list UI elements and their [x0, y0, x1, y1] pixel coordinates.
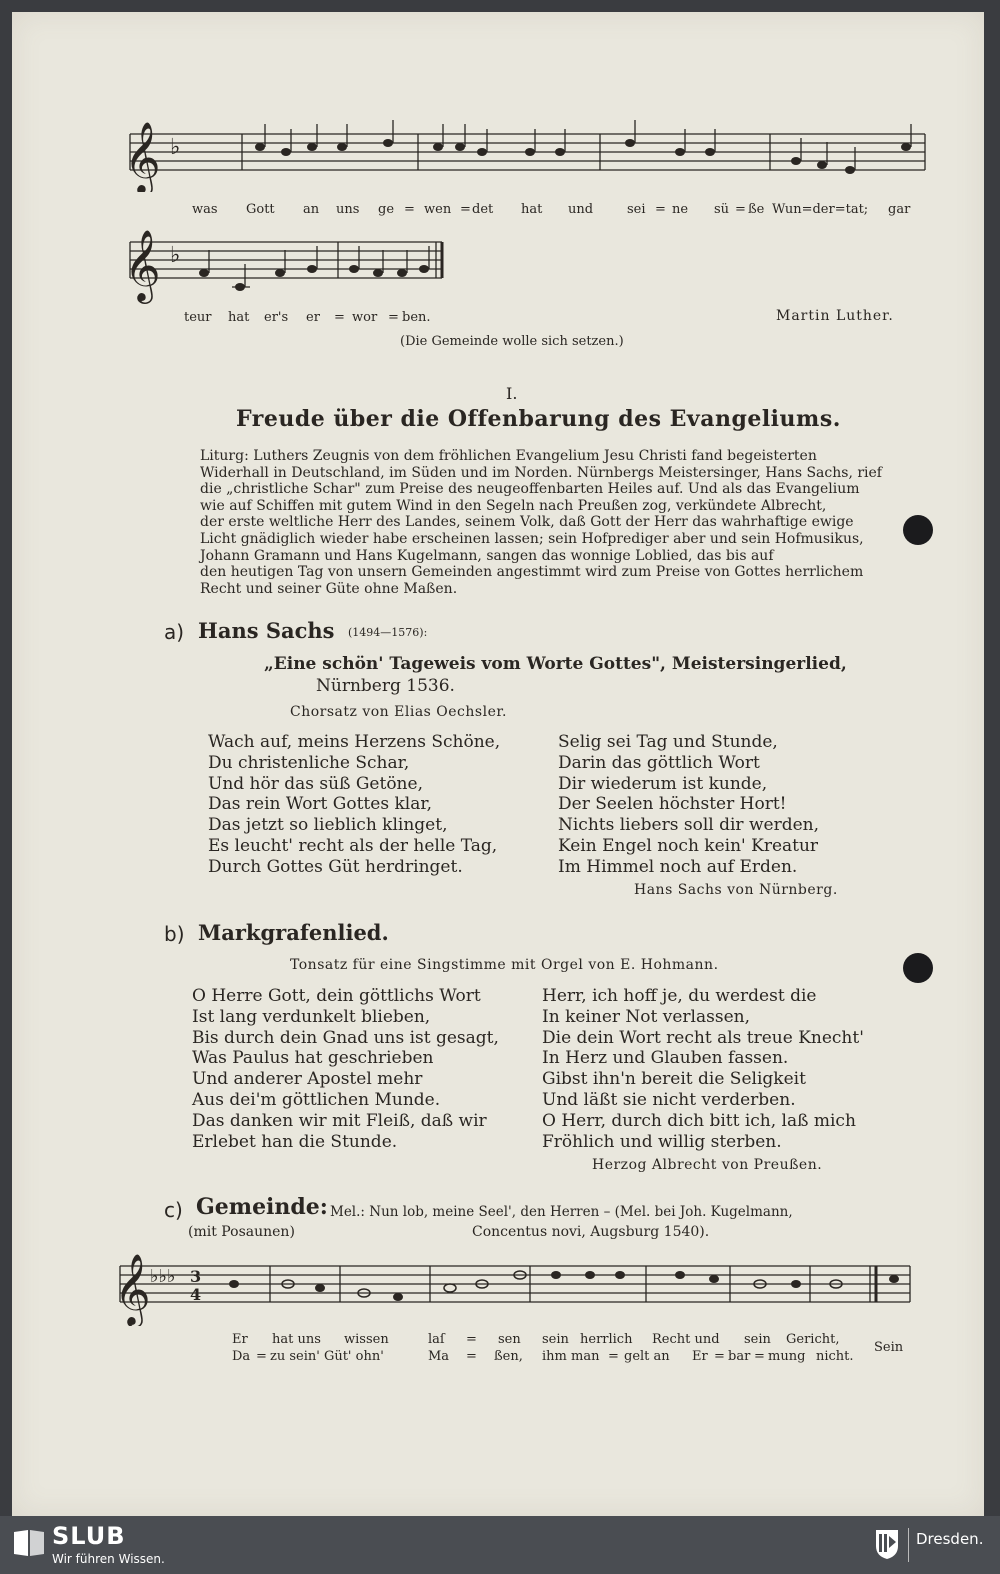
lyric-syllable: = [466, 1332, 477, 1347]
liturgy-line: wie auf Schiffen mit gutem Wind in den Segeln nach Preußen zog, verkündete Albrecht, [200, 497, 827, 514]
verse-line: Fröhlich und willig sterben. [542, 1131, 782, 1152]
lyric-syllable: = [754, 1349, 765, 1364]
section-title: Freude über die Offenbarung des Evangeliums. [236, 406, 841, 432]
svg-text:𝄞: 𝄞 [124, 120, 161, 192]
lyric-syllable: = [735, 202, 746, 217]
lyric-syllable: sei [627, 202, 646, 217]
lyric-syllable: laſ [428, 1332, 445, 1347]
part-b-arrangement: Tonsatz für eine Singstimme mit Orgel von E. Hohmann. [290, 957, 719, 973]
verse-line: Durch Gottes Güt herdringet. [208, 856, 463, 877]
verse-line: Das jetzt so lieblich klinget, [208, 815, 448, 836]
lyric-syllable: Gericht, [786, 1332, 840, 1347]
verse-line: Herr, ich hoff je, du werdest die [542, 986, 817, 1006]
verse-line: In keiner Not verlassen, [542, 1006, 750, 1027]
lyric-syllable: gelt an [624, 1349, 670, 1364]
lyric-syllable: hat [228, 310, 250, 325]
lyric-syllable: = [714, 1349, 725, 1364]
lyric-syllable: ben. [402, 310, 431, 325]
library-footer [0, 1516, 1000, 1574]
lyric-syllable: nicht. [816, 1349, 854, 1364]
lyric-syllable: ge [378, 202, 395, 217]
verse-line: Bis durch dein Gnad uns ist gesagt, [192, 1027, 499, 1048]
document-page [12, 12, 984, 1516]
verse-line: Die dein Wort recht als treue Knecht' [542, 1027, 864, 1048]
lyric-syllable: Recht und [652, 1332, 720, 1347]
liturgy-line: die „christliche Schar" zum Preise des neugeoffenbarten Heiles auf. Und als das Evangelium [200, 481, 860, 498]
footer-tagline: Wir führen Wissen. [52, 1552, 165, 1566]
liturgy-line: Recht und seiner Güte ohne Maßen. [200, 580, 458, 597]
song-place: Nürnberg 1536. [316, 676, 455, 696]
verse-line: O Herre Gott, dein göttlichs Wort [192, 986, 481, 1006]
part-b-attribution: Herzog Albrecht von Preußen. [592, 1157, 823, 1173]
svg-text:3: 3 [190, 1267, 202, 1286]
lyric-syllable: Er [692, 1349, 708, 1364]
song-title: „Eine schön' Tageweis vom Worte Gottes", Meistersingerlied, [264, 654, 847, 674]
svg-text:♭: ♭ [170, 243, 181, 268]
liturgy-line: Liturg: Luthers Zeugnis von dem fröhlichen Evangelium Jesu Christi fand begeisterten [200, 448, 817, 464]
lyric-syllable: = [334, 310, 345, 325]
verse-line: Und hör das süß Getöne, [208, 773, 423, 794]
verse-line: Ist lang verdunkelt blieben, [192, 1006, 431, 1027]
part-a-attribution: Hans Sachs von Nürnberg. [634, 882, 838, 898]
music-staff-2 [120, 220, 460, 310]
lyric-syllable: ihm man [542, 1349, 600, 1364]
lyric-syllable: wen [424, 202, 452, 217]
part-a-arrangement: Chorsatz von Elias Oechsler. [290, 704, 507, 720]
part-c-melody: Mel.: Nun lob, meine Seel', den Herren – (Mel. bei Joh. Kugelmann, [330, 1204, 793, 1220]
verse-line: Das danken wir mit Fleiß, daß wir [192, 1110, 487, 1131]
part-a-verse-left [208, 732, 500, 878]
lyric-syllable: hat [521, 202, 543, 217]
verse-line: Der Seelen höchster Hort! [558, 794, 787, 815]
continuation-word: Sein [874, 1340, 904, 1355]
verse-line: Kein Engel noch kein' Kreatur [558, 835, 819, 856]
svg-text:𝄞: 𝄞 [124, 228, 161, 301]
part-c-name: Gemeinde: [196, 1194, 328, 1220]
part-c-source: Concentus novi, Augsburg 1540). [472, 1224, 710, 1240]
lyric-syllable: er [306, 310, 320, 325]
verse-line: In Herz und Glauben fassen. [542, 1048, 789, 1069]
verse-line: Das rein Wort Gottes klar, [208, 794, 432, 815]
lyric-syllable: gar [888, 202, 911, 217]
lyric-syllable: ßen, [494, 1349, 523, 1364]
lyric-syllable: mung [768, 1349, 806, 1364]
lyric-syllable: sen [498, 1332, 521, 1347]
lyric-syllable: Da [232, 1349, 251, 1364]
lyric-syllable: ne [672, 202, 689, 217]
lyric-syllable: = [256, 1349, 267, 1364]
music-staff-1 [120, 112, 940, 192]
lyric-syllable: zu sein' Güt' ohn' [270, 1349, 384, 1364]
svg-text:𝄞: 𝄞 [114, 1252, 151, 1325]
lyric-syllable: herrlich [580, 1332, 633, 1347]
part-c-label: c) [164, 1198, 183, 1222]
liturgy-line: den heutigen Tag von unsern Gemeinden angestimmt wird zum Preise von Gottes herrlichem [200, 564, 864, 581]
verse-line: Aus dei'm göttlichen Munde. [192, 1089, 441, 1110]
liturgy-line: Licht gnädiglich wieder habe erscheinen lassen; sein Hofprediger aber und sein Hofmusikus, [200, 530, 864, 547]
liturgy-line: Widerhall in Deutschland, im Süden und im Norden. Nürnbergs Meistersinger, Hans Sachs, rief [200, 464, 882, 481]
lyric-syllable: Ma [428, 1349, 450, 1364]
verse-line: Selig sei Tag und Stunde, [558, 732, 778, 752]
part-c-instrument: (mit Posaunen) [188, 1224, 295, 1240]
lyric-syllable: ße [748, 202, 765, 217]
part-b-verse-left [192, 986, 499, 1152]
punch-hole-bottom [903, 953, 933, 983]
lyric-syllable: = [404, 202, 415, 217]
verse-line: Im Himmel noch auf Erden. [558, 856, 798, 877]
lyric-syllable: teur [184, 310, 212, 325]
verse-line: Und anderer Apostel mehr [192, 1069, 423, 1090]
hymn-author: Martin Luther. [776, 308, 894, 324]
liturgy-line: der erste weltliche Herr des Landes, seinem Volk, daß Gott der Herr das wahrhaftige ewige [200, 514, 854, 531]
lyric-syllable: er's [264, 310, 289, 325]
lyric-syllable: det [472, 202, 494, 217]
lyric-syllable: wissen [344, 1332, 389, 1347]
lyric-syllable: wor [352, 310, 378, 325]
lyric-syllable: = [655, 202, 666, 217]
verse-line: Nichts liebers soll dir werden, [558, 815, 819, 836]
music-staff-3 [110, 1246, 920, 1326]
part-a-label: a) [164, 620, 185, 644]
verse-line: Gibst ihn'n bereit die Seligkeit [542, 1069, 806, 1090]
lyric-syllable: Er [232, 1332, 248, 1347]
lyric-syllable: und [568, 202, 594, 217]
part-a-name: Hans Sachs [198, 618, 335, 643]
lyric-syllable: = [388, 310, 399, 325]
dresden-coat-of-arms-icon [874, 1528, 900, 1560]
verse-line: O Herr, durch dich bitt ich, laß mich [542, 1110, 856, 1131]
lyric-syllable: sein [542, 1332, 569, 1347]
liturgy-line: Johann Gramann und Hans Kugelmann, sangen das wonnige Loblied, das bis auf [200, 547, 774, 564]
part-b-verse-right [542, 986, 864, 1152]
footer-city: Dresden. [916, 1530, 984, 1548]
part-a-verse-right [558, 732, 819, 878]
lyric-syllable: Gott [246, 202, 275, 217]
verse-line: Und läßt sie nicht verderben. [542, 1089, 796, 1110]
liturgy-text [200, 448, 882, 597]
punch-hole-top [903, 515, 933, 545]
lyric-syllable: an [303, 202, 320, 217]
lyric-syllable: bar [728, 1349, 751, 1364]
lyric-syllable: was [192, 202, 218, 217]
lyric-syllable: = [608, 1349, 619, 1364]
part-b-label: b) [164, 922, 185, 946]
verse-line: Wach auf, meins Herzens Schöne, [208, 732, 501, 752]
footer-brand: SLUB [52, 1522, 126, 1550]
lyric-syllable: sü [714, 202, 730, 217]
lyric-syllable: uns [336, 202, 360, 217]
lyric-syllable: = [466, 1349, 477, 1364]
footer-divider [908, 1528, 909, 1562]
part-b-name: Markgrafenlied. [198, 920, 389, 945]
svg-text:4: 4 [190, 1285, 202, 1304]
slub-logo-icon [12, 1528, 46, 1558]
section-number: I. [506, 384, 518, 403]
verse-line: Es leucht' recht als der helle Tag, [208, 835, 498, 856]
svg-text:♭♭♭: ♭♭♭ [150, 1266, 176, 1287]
verse-line: Erlebet han die Stunde. [192, 1131, 398, 1152]
lyric-syllable: hat uns [272, 1332, 321, 1347]
lyric-syllable: Wun=der=tat; [772, 202, 869, 217]
part-a-dates: (1494—1576): [348, 626, 428, 639]
lyric-syllable: = [460, 202, 471, 217]
verse-line: Dir wiederum ist kunde, [558, 773, 768, 794]
lyric-syllable: sein [744, 1332, 771, 1347]
congregation-note: (Die Gemeinde wolle sich setzen.) [400, 334, 624, 349]
verse-line: Was Paulus hat geschrieben [192, 1048, 434, 1069]
svg-text:♭: ♭ [170, 135, 181, 160]
verse-line: Du christenliche Schar, [208, 752, 410, 773]
verse-line: Darin das göttlich Wort [558, 752, 760, 773]
